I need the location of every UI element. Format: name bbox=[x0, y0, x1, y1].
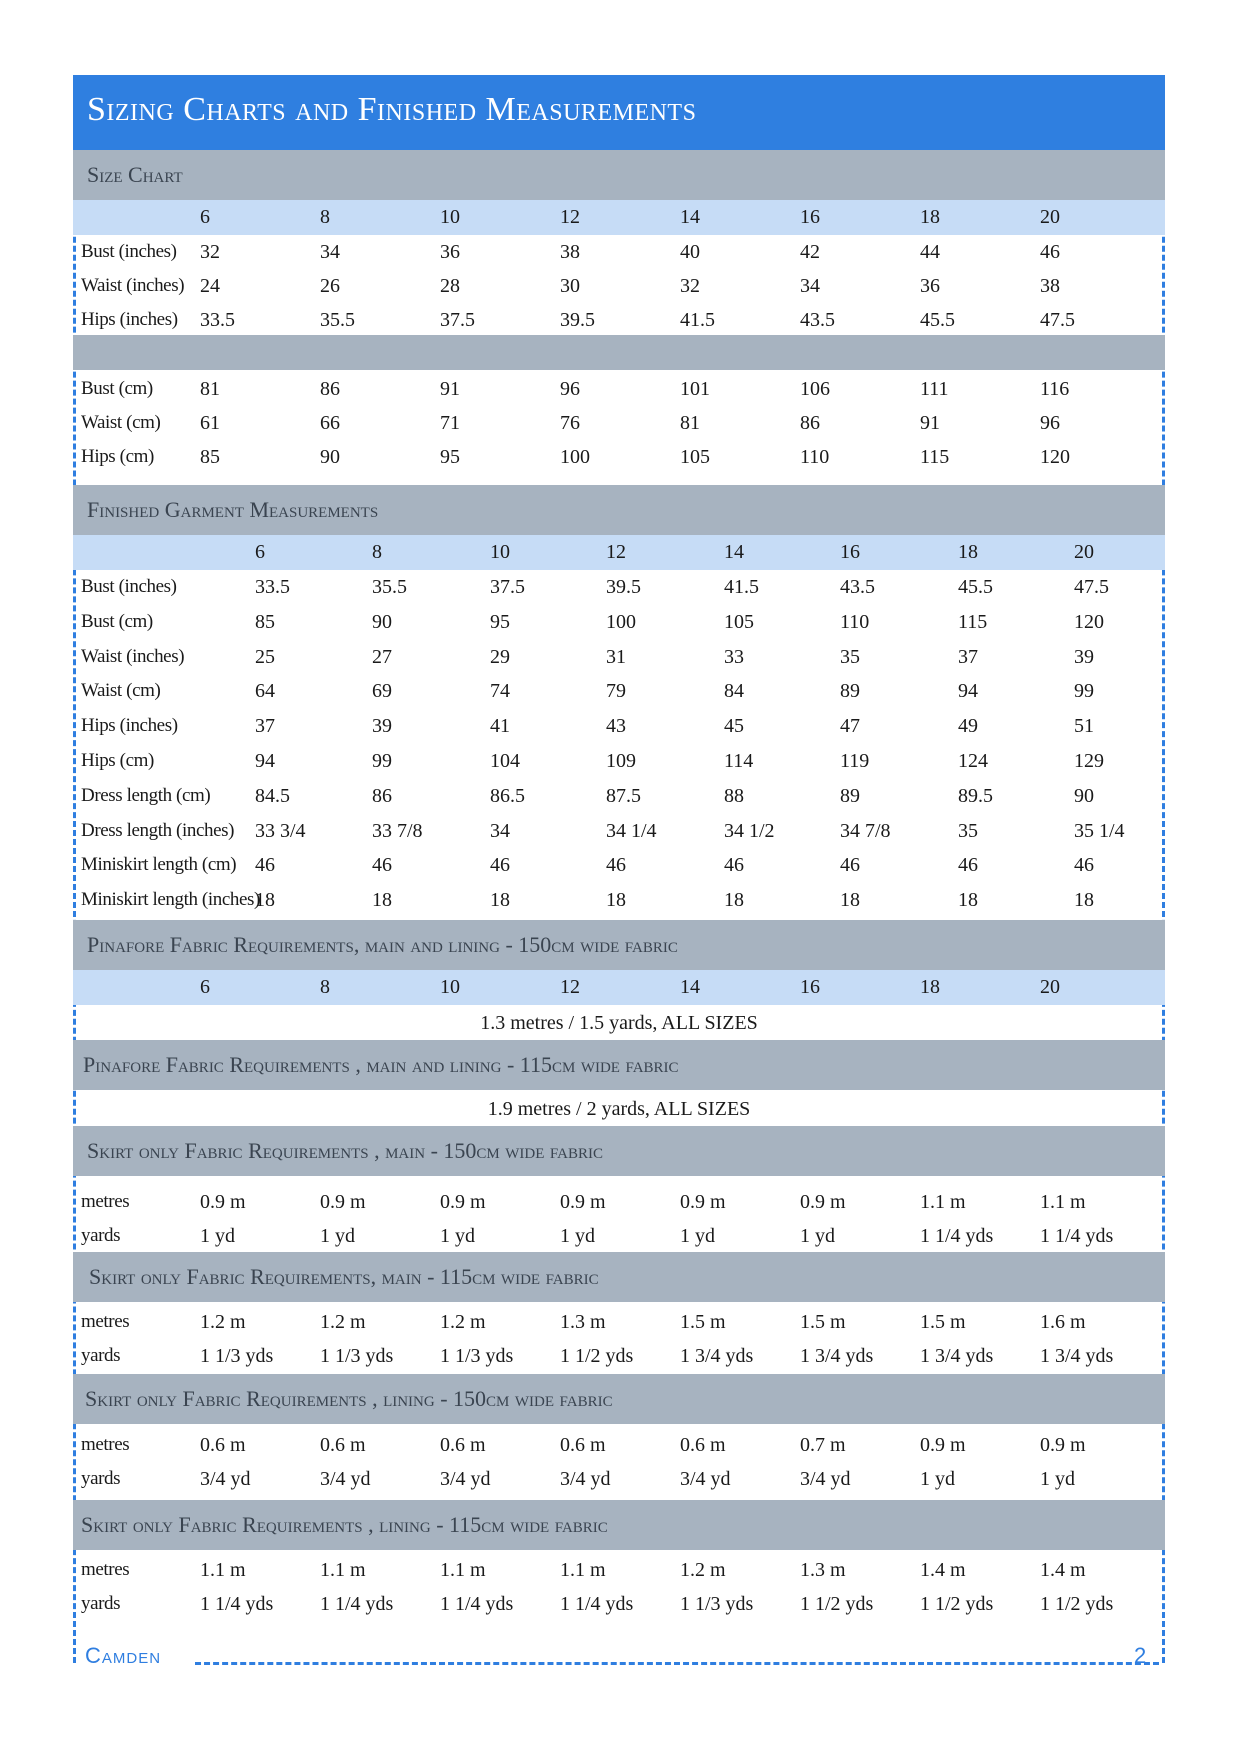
value-cell: 36 bbox=[440, 241, 460, 263]
value-cell: 1.2 m bbox=[200, 1311, 246, 1333]
row-label: Bust (inches) bbox=[81, 241, 177, 262]
value-cell: 101 bbox=[680, 378, 710, 400]
finished-row bbox=[73, 709, 1165, 744]
value-cell: 34 1/2 bbox=[724, 819, 775, 842]
value-cell: 27 bbox=[372, 645, 392, 668]
value-cell: 1 yd bbox=[440, 1225, 475, 1247]
value-cell: 1 3/4 yds bbox=[920, 1345, 994, 1367]
size-label: 16 bbox=[840, 541, 860, 563]
value-cell: 1.5 m bbox=[800, 1311, 846, 1333]
value-cell: 71 bbox=[440, 412, 460, 434]
value-cell: 1 1/3 yds bbox=[200, 1345, 274, 1367]
value-cell: 46 bbox=[1074, 854, 1094, 877]
value-cell: 1.6 m bbox=[1040, 1311, 1086, 1333]
value-cell: 41 bbox=[490, 715, 510, 738]
value-cell: 26 bbox=[320, 275, 340, 297]
value-cell: 85 bbox=[200, 446, 220, 468]
value-cell: 84 bbox=[724, 680, 744, 703]
size-label: 18 bbox=[958, 541, 978, 563]
value-cell: 44 bbox=[920, 241, 940, 263]
pinafore-150-requirement: 1.3 metres / 1.5 yards, ALL SIZES bbox=[480, 1012, 758, 1034]
value-cell: 1.5 m bbox=[920, 1311, 966, 1333]
value-cell: 31 bbox=[606, 645, 626, 668]
value-cell: 46 bbox=[606, 854, 626, 877]
value-cell: 86 bbox=[372, 784, 392, 807]
row-label: Bust (cm) bbox=[81, 610, 153, 632]
value-cell: 1 1/4 yds bbox=[440, 1593, 514, 1615]
value-cell: 99 bbox=[1074, 680, 1094, 703]
value-cell: 39 bbox=[1074, 645, 1094, 668]
row-label: Dress length (inches) bbox=[81, 819, 235, 841]
value-cell: 90 bbox=[372, 610, 392, 633]
value-cell: 32 bbox=[200, 241, 220, 263]
value-cell: 0.9 m bbox=[1040, 1434, 1086, 1456]
value-cell: 105 bbox=[724, 610, 754, 633]
value-cell: 46 bbox=[255, 854, 275, 877]
value-cell: 1.3 m bbox=[560, 1311, 606, 1333]
value-cell: 46 bbox=[840, 854, 860, 877]
value-cell: 110 bbox=[840, 610, 870, 633]
value-cell: 86 bbox=[320, 378, 340, 400]
value-cell: 18 bbox=[724, 889, 744, 912]
row-label: Hips (cm) bbox=[81, 750, 154, 771]
size-chart-row bbox=[73, 269, 1165, 303]
value-cell: 110 bbox=[800, 446, 830, 468]
value-cell: 32 bbox=[680, 275, 700, 297]
value-cell: 124 bbox=[958, 750, 988, 772]
size-label: 20 bbox=[1074, 541, 1094, 563]
value-cell: 90 bbox=[1074, 784, 1094, 807]
value-cell: 0.9 m bbox=[800, 1191, 846, 1213]
value-cell: 37 bbox=[255, 715, 275, 738]
row-label: Waist (cm) bbox=[81, 680, 161, 702]
value-cell: 3/4 yd bbox=[440, 1468, 491, 1490]
fabric-row bbox=[73, 1462, 1165, 1496]
value-cell: 3/4 yd bbox=[800, 1468, 851, 1490]
value-cell: 3/4 yd bbox=[320, 1468, 371, 1490]
size-label: 12 bbox=[560, 206, 580, 228]
row-label: yards bbox=[81, 1593, 121, 1614]
value-cell: 95 bbox=[440, 446, 460, 468]
value-cell: 116 bbox=[1040, 378, 1070, 400]
value-cell: 18 bbox=[606, 889, 626, 912]
fabric-row bbox=[73, 1185, 1165, 1219]
page-number: 2 bbox=[1134, 1643, 1147, 1668]
value-cell: 1 1/3 yds bbox=[320, 1345, 394, 1367]
value-cell: 18 bbox=[372, 889, 392, 912]
value-cell: 43.5 bbox=[800, 309, 835, 331]
value-cell: 96 bbox=[560, 378, 580, 400]
value-cell: 94 bbox=[958, 680, 978, 703]
value-cell: 129 bbox=[1074, 750, 1104, 772]
skirt-main-150-heading: Skirt only Fabric Requirements , main - 150cm wide fabric bbox=[73, 1126, 1165, 1176]
row-label: metres bbox=[81, 1311, 130, 1332]
size-label: 10 bbox=[440, 206, 460, 228]
value-cell: 1 yd bbox=[1040, 1468, 1075, 1490]
value-cell: 18 bbox=[490, 889, 510, 912]
value-cell: 39.5 bbox=[606, 576, 641, 598]
value-cell: 24 bbox=[200, 275, 220, 297]
size-label: 10 bbox=[440, 976, 460, 998]
value-cell: 39 bbox=[372, 715, 392, 738]
value-cell: 35 bbox=[840, 645, 860, 668]
value-cell: 94 bbox=[255, 750, 275, 772]
value-cell: 0.9 m bbox=[200, 1191, 246, 1213]
value-cell: 0.9 m bbox=[320, 1191, 366, 1213]
value-cell: 0.6 m bbox=[560, 1434, 606, 1456]
value-cell: 1 1/4 yds bbox=[1040, 1225, 1114, 1247]
value-cell: 46 bbox=[724, 854, 744, 877]
size-label: 16 bbox=[800, 206, 820, 228]
value-cell: 1 3/4 yds bbox=[1040, 1345, 1114, 1367]
value-cell: 0.6 m bbox=[200, 1434, 246, 1456]
value-cell: 1 1/3 yds bbox=[440, 1345, 514, 1367]
value-cell: 47.5 bbox=[1040, 309, 1075, 331]
value-cell: 40 bbox=[680, 241, 700, 263]
value-cell: 41.5 bbox=[680, 309, 715, 331]
value-cell: 1 1/2 yds bbox=[1040, 1593, 1114, 1615]
value-cell: 91 bbox=[920, 412, 940, 434]
value-cell: 34 bbox=[490, 819, 510, 842]
row-label: yards bbox=[81, 1225, 121, 1246]
value-cell: 0.9 m bbox=[440, 1191, 486, 1213]
row-label: yards bbox=[81, 1468, 121, 1489]
row-label: metres bbox=[81, 1434, 130, 1455]
value-cell: 99 bbox=[372, 750, 392, 772]
value-cell: 1 1/4 yds bbox=[200, 1593, 274, 1615]
value-cell: 3/4 yd bbox=[680, 1468, 731, 1490]
value-cell: 1.1 m bbox=[560, 1559, 606, 1581]
size-label: 18 bbox=[920, 206, 940, 228]
value-cell: 1 yd bbox=[680, 1225, 715, 1247]
value-cell: 66 bbox=[320, 412, 340, 434]
value-cell: 1 1/4 yds bbox=[920, 1225, 994, 1247]
size-header-row bbox=[73, 970, 1165, 1005]
value-cell: 90 bbox=[320, 446, 340, 468]
value-cell: 37 bbox=[958, 645, 978, 668]
value-cell: 1 1/4 yds bbox=[560, 1593, 634, 1615]
fabric-row bbox=[73, 1219, 1165, 1253]
value-cell: 81 bbox=[200, 378, 220, 400]
row-label: yards bbox=[81, 1345, 121, 1366]
finished-row bbox=[73, 605, 1165, 640]
value-cell: 1 1/4 yds bbox=[320, 1593, 394, 1615]
row-label: Waist (cm) bbox=[81, 412, 161, 433]
value-cell: 43.5 bbox=[840, 576, 875, 598]
finished-row bbox=[73, 744, 1165, 779]
pinafore-115-requirement: 1.9 metres / 2 yards, ALL SIZES bbox=[487, 1098, 751, 1120]
value-cell: 100 bbox=[606, 610, 636, 633]
value-cell: 86.5 bbox=[490, 784, 525, 807]
value-cell: 120 bbox=[1040, 446, 1070, 468]
finished-row bbox=[73, 814, 1165, 849]
size-chart-row bbox=[73, 372, 1165, 406]
value-cell: 34 bbox=[800, 275, 820, 297]
value-cell: 1.1 m bbox=[200, 1559, 246, 1581]
footer-rule bbox=[195, 1662, 1159, 1665]
value-cell: 34 bbox=[320, 241, 340, 263]
size-label: 20 bbox=[1040, 206, 1060, 228]
value-cell: 89 bbox=[840, 784, 860, 807]
value-cell: 76 bbox=[560, 412, 580, 434]
row-label: metres bbox=[81, 1191, 130, 1212]
value-cell: 42 bbox=[800, 241, 820, 263]
value-cell: 1 3/4 yds bbox=[800, 1345, 874, 1367]
value-cell: 95 bbox=[490, 610, 510, 633]
value-cell: 115 bbox=[920, 446, 950, 468]
size-chart-row bbox=[73, 440, 1165, 474]
value-cell: 18 bbox=[255, 889, 275, 912]
value-cell: 33 bbox=[724, 645, 744, 668]
value-cell: 0.6 m bbox=[440, 1434, 486, 1456]
footer-brand: Camden bbox=[85, 1643, 162, 1668]
value-cell: 1 yd bbox=[800, 1225, 835, 1247]
row-label: Waist (inches) bbox=[81, 275, 185, 296]
value-cell: 39.5 bbox=[560, 309, 595, 331]
value-cell: 115 bbox=[958, 610, 988, 633]
value-cell: 1.4 m bbox=[920, 1559, 966, 1581]
value-cell: 46 bbox=[1040, 241, 1060, 263]
value-cell: 0.9 m bbox=[680, 1191, 726, 1213]
size-label: 10 bbox=[490, 541, 510, 563]
value-cell: 1 3/4 yds bbox=[680, 1345, 754, 1367]
value-cell: 46 bbox=[958, 854, 978, 877]
row-label: Dress length (cm) bbox=[81, 784, 211, 806]
value-cell: 89 bbox=[840, 680, 860, 703]
value-cell: 18 bbox=[1074, 889, 1094, 912]
value-cell: 111 bbox=[920, 378, 949, 400]
finished-heading: Finished Garment Measurements bbox=[73, 485, 1165, 535]
value-cell: 33 7/8 bbox=[372, 819, 423, 842]
value-cell: 38 bbox=[1040, 275, 1060, 297]
skirt-main-115-heading: Skirt only Fabric Requirements, main - 115cm wide fabric bbox=[73, 1252, 1165, 1302]
value-cell: 1.2 m bbox=[440, 1311, 486, 1333]
value-cell: 1.4 m bbox=[1040, 1559, 1086, 1581]
value-cell: 3/4 yd bbox=[200, 1468, 251, 1490]
value-cell: 33.5 bbox=[255, 576, 290, 598]
size-label: 18 bbox=[920, 976, 940, 998]
page-title: Sizing Charts and Finished Measurements bbox=[73, 75, 1165, 150]
value-cell: 25 bbox=[255, 645, 275, 668]
value-cell: 1.1 m bbox=[440, 1559, 486, 1581]
value-cell: 1 1/2 yds bbox=[560, 1345, 634, 1367]
value-cell: 91 bbox=[440, 378, 460, 400]
size-label: 8 bbox=[320, 206, 330, 228]
fabric-row bbox=[73, 1587, 1165, 1621]
value-cell: 35.5 bbox=[320, 309, 355, 331]
finished-row bbox=[73, 779, 1165, 814]
finished-row bbox=[73, 883, 1165, 918]
value-cell: 1.2 m bbox=[320, 1311, 366, 1333]
finished-row bbox=[73, 848, 1165, 883]
value-cell: 1.3 m bbox=[800, 1559, 846, 1581]
value-cell: 18 bbox=[958, 889, 978, 912]
pinafore-150-heading: Pinafore Fabric Requirements, main and lining - 150cm wide fabric bbox=[73, 920, 1165, 970]
value-cell: 1 yd bbox=[920, 1468, 955, 1490]
value-cell: 86 bbox=[800, 412, 820, 434]
value-cell: 1.2 m bbox=[680, 1559, 726, 1581]
value-cell: 114 bbox=[724, 750, 754, 772]
value-cell: 33.5 bbox=[200, 309, 235, 331]
row-label: Waist (inches) bbox=[81, 645, 185, 667]
value-cell: 43 bbox=[606, 715, 626, 738]
value-cell: 87.5 bbox=[606, 784, 641, 807]
value-cell: 37.5 bbox=[440, 309, 475, 331]
value-cell: 106 bbox=[800, 378, 830, 400]
value-cell: 46 bbox=[372, 854, 392, 877]
size-label: 6 bbox=[200, 976, 210, 998]
value-cell: 100 bbox=[560, 446, 590, 468]
value-cell: 33 3/4 bbox=[255, 819, 306, 842]
skirt-lining-115-heading: Skirt only Fabric Requirements , lining - 115cm wide fabric bbox=[73, 1500, 1165, 1550]
row-label: Bust (cm) bbox=[81, 378, 153, 399]
value-cell: 49 bbox=[958, 715, 978, 738]
value-cell: 1 1/2 yds bbox=[800, 1593, 874, 1615]
value-cell: 1 1/2 yds bbox=[920, 1593, 994, 1615]
size-label: 14 bbox=[724, 541, 744, 563]
value-cell: 105 bbox=[680, 446, 710, 468]
value-cell: 28 bbox=[440, 275, 460, 297]
size-header-row bbox=[73, 535, 1165, 570]
size-header-row bbox=[73, 200, 1165, 235]
value-cell: 46 bbox=[490, 854, 510, 877]
value-cell: 37.5 bbox=[490, 576, 525, 598]
size-label: 8 bbox=[372, 541, 382, 563]
size-label: 12 bbox=[560, 976, 580, 998]
size-label: 12 bbox=[606, 541, 626, 563]
value-cell: 120 bbox=[1074, 610, 1104, 633]
skirt-lining-150-heading: Skirt only Fabric Requirements , lining - 150cm wide fabric bbox=[73, 1374, 1165, 1424]
value-cell: 1 1/3 yds bbox=[680, 1593, 754, 1615]
row-label: Hips (cm) bbox=[81, 446, 154, 467]
row-label: Miniskirt length (inches) bbox=[81, 889, 260, 911]
value-cell: 47 bbox=[840, 715, 860, 738]
size-chart-row bbox=[73, 303, 1165, 337]
value-cell: 1 yd bbox=[200, 1225, 235, 1247]
value-cell: 109 bbox=[606, 750, 636, 772]
value-cell: 1.5 m bbox=[680, 1311, 726, 1333]
value-cell: 34 1/4 bbox=[606, 819, 657, 842]
value-cell: 34 7/8 bbox=[840, 819, 891, 842]
value-cell: 88 bbox=[724, 784, 744, 807]
value-cell: 1 yd bbox=[320, 1225, 355, 1247]
value-cell: 0.9 m bbox=[920, 1434, 966, 1456]
value-cell: 45.5 bbox=[958, 576, 993, 598]
size-label: 16 bbox=[800, 976, 820, 998]
value-cell: 18 bbox=[840, 889, 860, 912]
fabric-row bbox=[73, 1553, 1165, 1587]
size-label: 14 bbox=[680, 206, 700, 228]
value-cell: 36 bbox=[920, 275, 940, 297]
size-label: 14 bbox=[680, 976, 700, 998]
value-cell: 35.5 bbox=[372, 576, 407, 598]
value-cell: 41.5 bbox=[724, 576, 759, 598]
value-cell: 1.1 m bbox=[920, 1191, 966, 1213]
finished-row bbox=[73, 640, 1165, 675]
value-cell: 1.1 m bbox=[320, 1559, 366, 1581]
row-label: Hips (inches) bbox=[81, 309, 178, 330]
value-cell: 0.7 m bbox=[800, 1434, 846, 1456]
value-cell: 38 bbox=[560, 241, 580, 263]
value-cell: 45 bbox=[724, 715, 744, 738]
row-label: Bust (inches) bbox=[81, 576, 177, 597]
value-cell: 69 bbox=[372, 680, 392, 703]
value-cell: 89.5 bbox=[958, 784, 993, 807]
section-divider bbox=[73, 335, 1165, 370]
value-cell: 61 bbox=[200, 412, 220, 434]
finished-row bbox=[73, 570, 1165, 605]
value-cell: 1 yd bbox=[560, 1225, 595, 1247]
size-chart-row bbox=[73, 235, 1165, 269]
value-cell: 35 bbox=[958, 819, 978, 842]
size-chart-heading: Size Chart bbox=[73, 150, 1165, 200]
value-cell: 81 bbox=[680, 412, 700, 434]
value-cell: 45.5 bbox=[920, 309, 955, 331]
value-cell: 64 bbox=[255, 680, 275, 703]
row-label: Hips (inches) bbox=[81, 715, 178, 737]
value-cell: 85 bbox=[255, 610, 275, 633]
size-chart-row bbox=[73, 406, 1165, 440]
value-cell: 104 bbox=[490, 750, 520, 772]
row-label: metres bbox=[81, 1559, 130, 1580]
fabric-row bbox=[73, 1305, 1165, 1339]
value-cell: 74 bbox=[490, 680, 510, 703]
value-cell: 1.1 m bbox=[1040, 1191, 1086, 1213]
value-cell: 29 bbox=[490, 645, 510, 668]
value-cell: 35 1/4 bbox=[1074, 819, 1125, 842]
value-cell: 0.9 m bbox=[560, 1191, 606, 1213]
value-cell: 84.5 bbox=[255, 784, 290, 807]
value-cell: 0.6 m bbox=[680, 1434, 726, 1456]
size-label: 8 bbox=[320, 976, 330, 998]
fabric-row bbox=[73, 1339, 1165, 1373]
value-cell: 79 bbox=[606, 680, 626, 703]
value-cell: 30 bbox=[560, 275, 580, 297]
size-label: 6 bbox=[255, 541, 265, 563]
value-cell: 47.5 bbox=[1074, 576, 1109, 598]
value-cell: 3/4 yd bbox=[560, 1468, 611, 1490]
value-cell: 96 bbox=[1040, 412, 1060, 434]
value-cell: 119 bbox=[840, 750, 870, 772]
row-label: Miniskirt length (cm) bbox=[81, 854, 237, 876]
pinafore-115-heading: Pinafore Fabric Requirements , main and lining - 115cm wide fabric bbox=[73, 1040, 1165, 1090]
finished-row bbox=[73, 674, 1165, 709]
value-cell: 51 bbox=[1074, 715, 1094, 738]
size-label: 6 bbox=[200, 206, 210, 228]
size-label: 20 bbox=[1040, 976, 1060, 998]
value-cell: 0.6 m bbox=[320, 1434, 366, 1456]
fabric-row bbox=[73, 1428, 1165, 1462]
